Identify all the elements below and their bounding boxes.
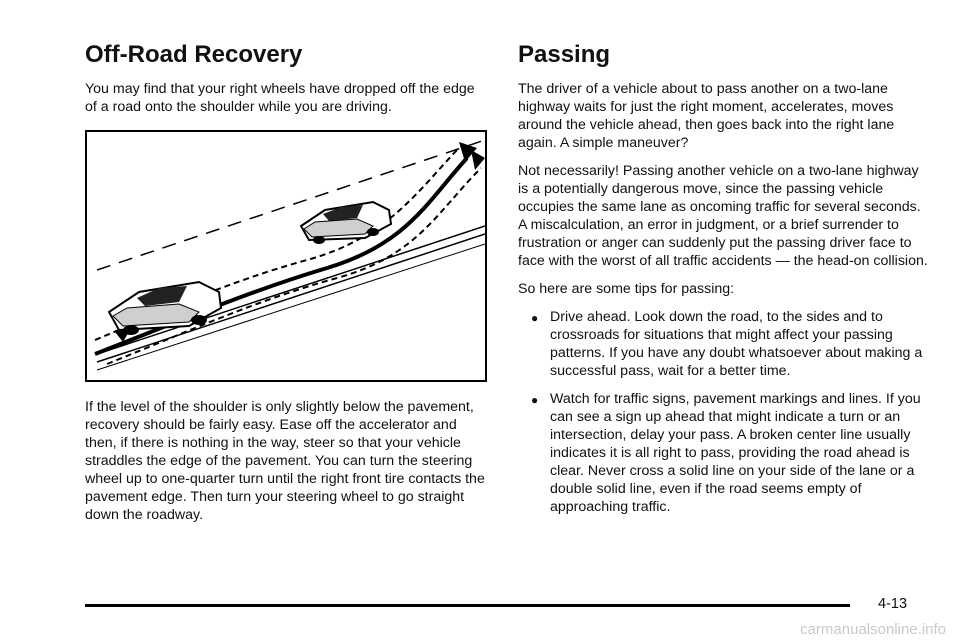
bullet-icon: ●: [531, 393, 539, 408]
passing-tips-list: [518, 308, 928, 516]
bullet-icon: ●: [531, 311, 539, 326]
path-arrow-inner: [107, 168, 481, 364]
recovery-instructions-paragraph: If the level of the shoulder is only slightly below the pavement, recovery should be fairly easy. Ease off the accelerator and then, if there is nothing in the way, steer so that your vehicle straddles the edge of the pavement. You can turn the steering wheel up to one-quarter turn until the right front tire contacts the pavement edge. Then turn your steering wheel to go straight down the roadway.: [85, 399, 485, 524]
list-item: [518, 308, 928, 380]
passing-paragraph-3: So here are some tips for passing:: [518, 281, 735, 298]
list-item: [518, 390, 928, 516]
car-2-icon: [301, 202, 391, 244]
right-column: [518, 40, 928, 526]
section-title-passing: Passing: [518, 41, 611, 68]
tip-text: Watch for traffic signs, pavement markings and lines. If you can see a sign up ahead that might indicate a turn or an intersection, delay your pass. A broken center line usually indicates it is all right to pass, providing the road ahead is clear. Never cross a solid line on your side of the lane or a double solid line, even if the road seems empty of approaching traffic.: [550, 391, 921, 516]
off-road-recovery-illustration: [85, 130, 487, 382]
left-column: [85, 40, 490, 534]
watermark: carmanualsonline.info: [800, 621, 946, 638]
passing-paragraph-1: The driver of a vehicle about to pass another on a two-lane highway waits for just the right moment, accelerates, moves around the vehicle ahead, then goes back into the right lane again. A simple maneuver?: [518, 81, 895, 152]
footer-rule: [85, 604, 850, 607]
section-title-off-road-recovery: Off-Road Recovery: [85, 41, 303, 68]
intro-paragraph: You may find that your right wheels have dropped off the edge of a road onto the shoulder while you are driving.: [85, 81, 475, 116]
page-number: 4-13: [878, 596, 908, 612]
passing-paragraph-2: Not necessarily! Passing another vehicle on a two-lane highway is a potentially dangerous move, since the passing vehicle occupies the same lane as oncoming traffic for several seconds. A miscalculation, an error in judgment, or a brief surrender to frustration or anger can suddenly put the passing driver face to face with the worst of all traffic accidents — the head-on collision.: [518, 163, 928, 270]
arrowhead-icon: [471, 150, 485, 170]
tip-text: Drive ahead. Look down the road, to the sides and to crossroads for situations that might affect your passing patterns. If you have any doubt whatsoever about making a successful pass, wait for a better time.: [550, 309, 923, 380]
road-diagram: [87, 132, 485, 380]
